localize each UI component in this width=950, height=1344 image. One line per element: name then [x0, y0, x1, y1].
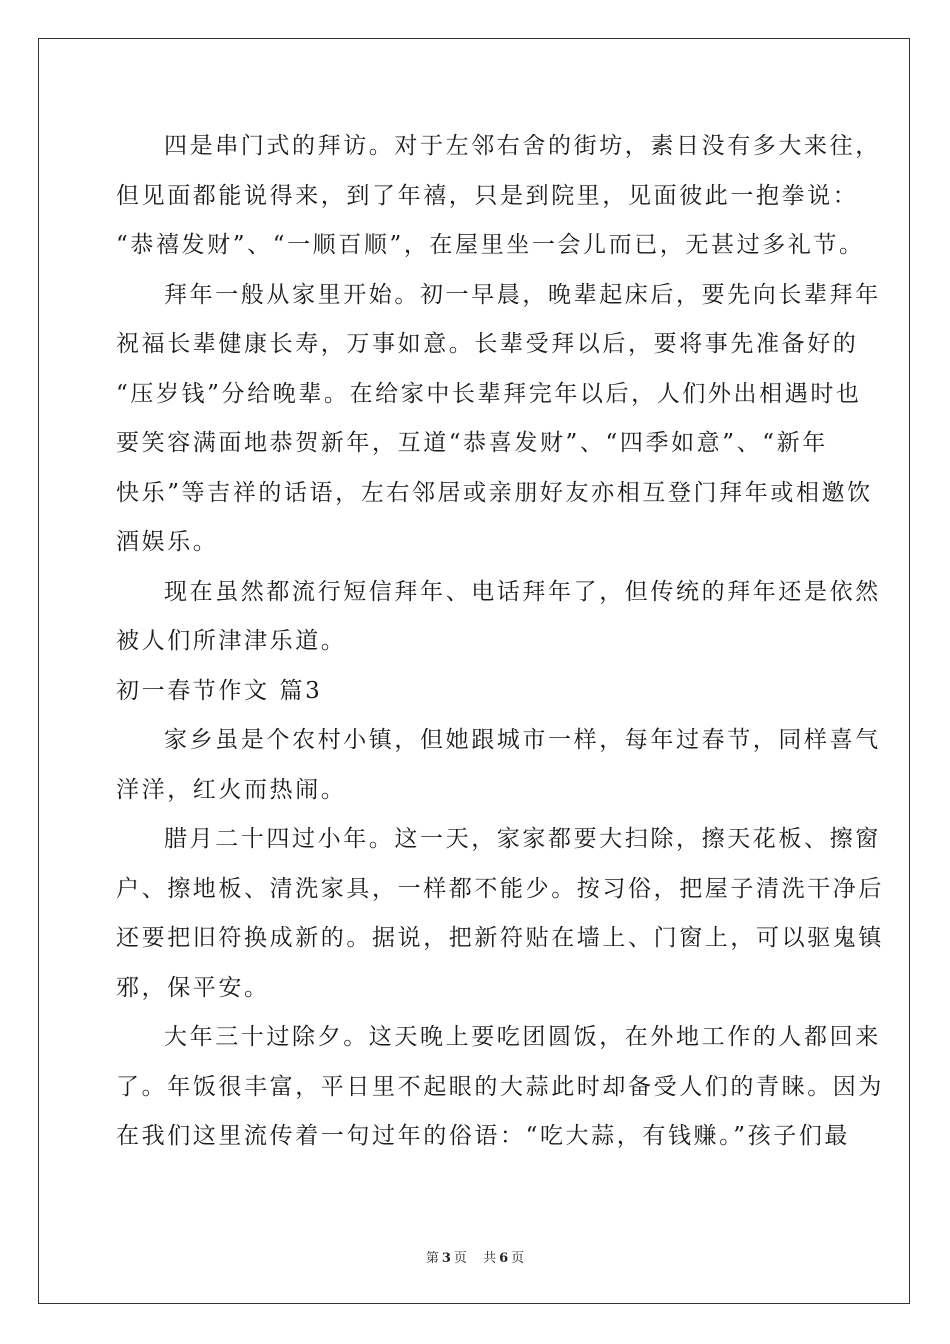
text-line: 邪，保平安。	[116, 974, 270, 1001]
text-line: “恭禧发财”、“一顺百顺”，在屋里坐一会儿而已，无甚过多礼节。	[116, 232, 865, 258]
text-line: 四是串门式的拜访。对于左邻右舍的街坊，素日没有多大来往，	[164, 133, 881, 159]
text-line: 但见面都能说得来，到了年禧，只是到院里，见面彼此一抱拳说：	[116, 182, 859, 209]
total-prefix: 共	[483, 1251, 497, 1266]
text-line: “压岁钱”分给晚辈。在给家中长辈拜完年以后，人们外出相遇时也	[116, 380, 862, 407]
text-line: 在我们这里流传着一句过年的俗语：“吃大蒜，有钱赚。”孩子们最	[116, 1123, 851, 1149]
page-prefix: 第	[425, 1251, 439, 1266]
text-line: 户、擦地板、清洗家具，一样都不能少。按习俗，把屋子清洗干净后	[116, 875, 884, 902]
page-indicator	[423, 1251, 470, 1266]
total-suffix: 页	[511, 1251, 525, 1266]
text-line: 洋洋，红火而热闹。	[116, 776, 347, 803]
page-footer	[0, 1247, 950, 1266]
text-line: 大年三十过除夕。这天晚上要吃团圆饭，在外地工作的人都回来	[164, 1024, 881, 1050]
total-indicator	[480, 1251, 527, 1266]
page-number: 3	[441, 1251, 451, 1266]
text-line: 家乡虽是个农村小镇，但她跟城市一样，每年过春节，同样喜气	[164, 727, 881, 753]
text-line: 快乐”等吉祥的话语，左右邻居或亲朋好友亦相互登门拜年或相邀饮	[116, 479, 873, 506]
text-line: 腊月二十四过小年。这一天，家家都要大扫除，擦天花板、擦窗	[164, 826, 881, 852]
text-line: 还要把旧符换成新的。据说，把新符贴在墙上、门窗上，可以驱鬼镇	[116, 925, 884, 951]
document-body	[116, 122, 884, 1162]
text-line: 祝福长辈健康长寿，万事如意。长辈受拜以后，要将事先准备好的	[116, 331, 859, 357]
total-pages: 6	[499, 1251, 509, 1266]
text-line: 要笑容满面地恭贺新年，互道“恭喜发财”、“四季如意”、“新年	[116, 430, 828, 456]
section-heading: 初一春节作文 篇3	[116, 677, 323, 704]
text-line: 拜年一般从家里开始。初一早晨，晚辈起床后，要先向长辈拜年	[164, 281, 881, 308]
text-line: 了。年饭很丰富，平日里不起眼的大蒜此时却备受人们的青睐。因为	[116, 1073, 884, 1100]
text-line: 酒娱乐。	[116, 529, 219, 555]
page-suffix: 页	[453, 1251, 467, 1266]
text-line: 被人们所津津乐道。	[116, 628, 347, 654]
text-line: 现在虽然都流行短信拜年、电话拜年了，但传统的拜年还是依然	[164, 578, 881, 605]
